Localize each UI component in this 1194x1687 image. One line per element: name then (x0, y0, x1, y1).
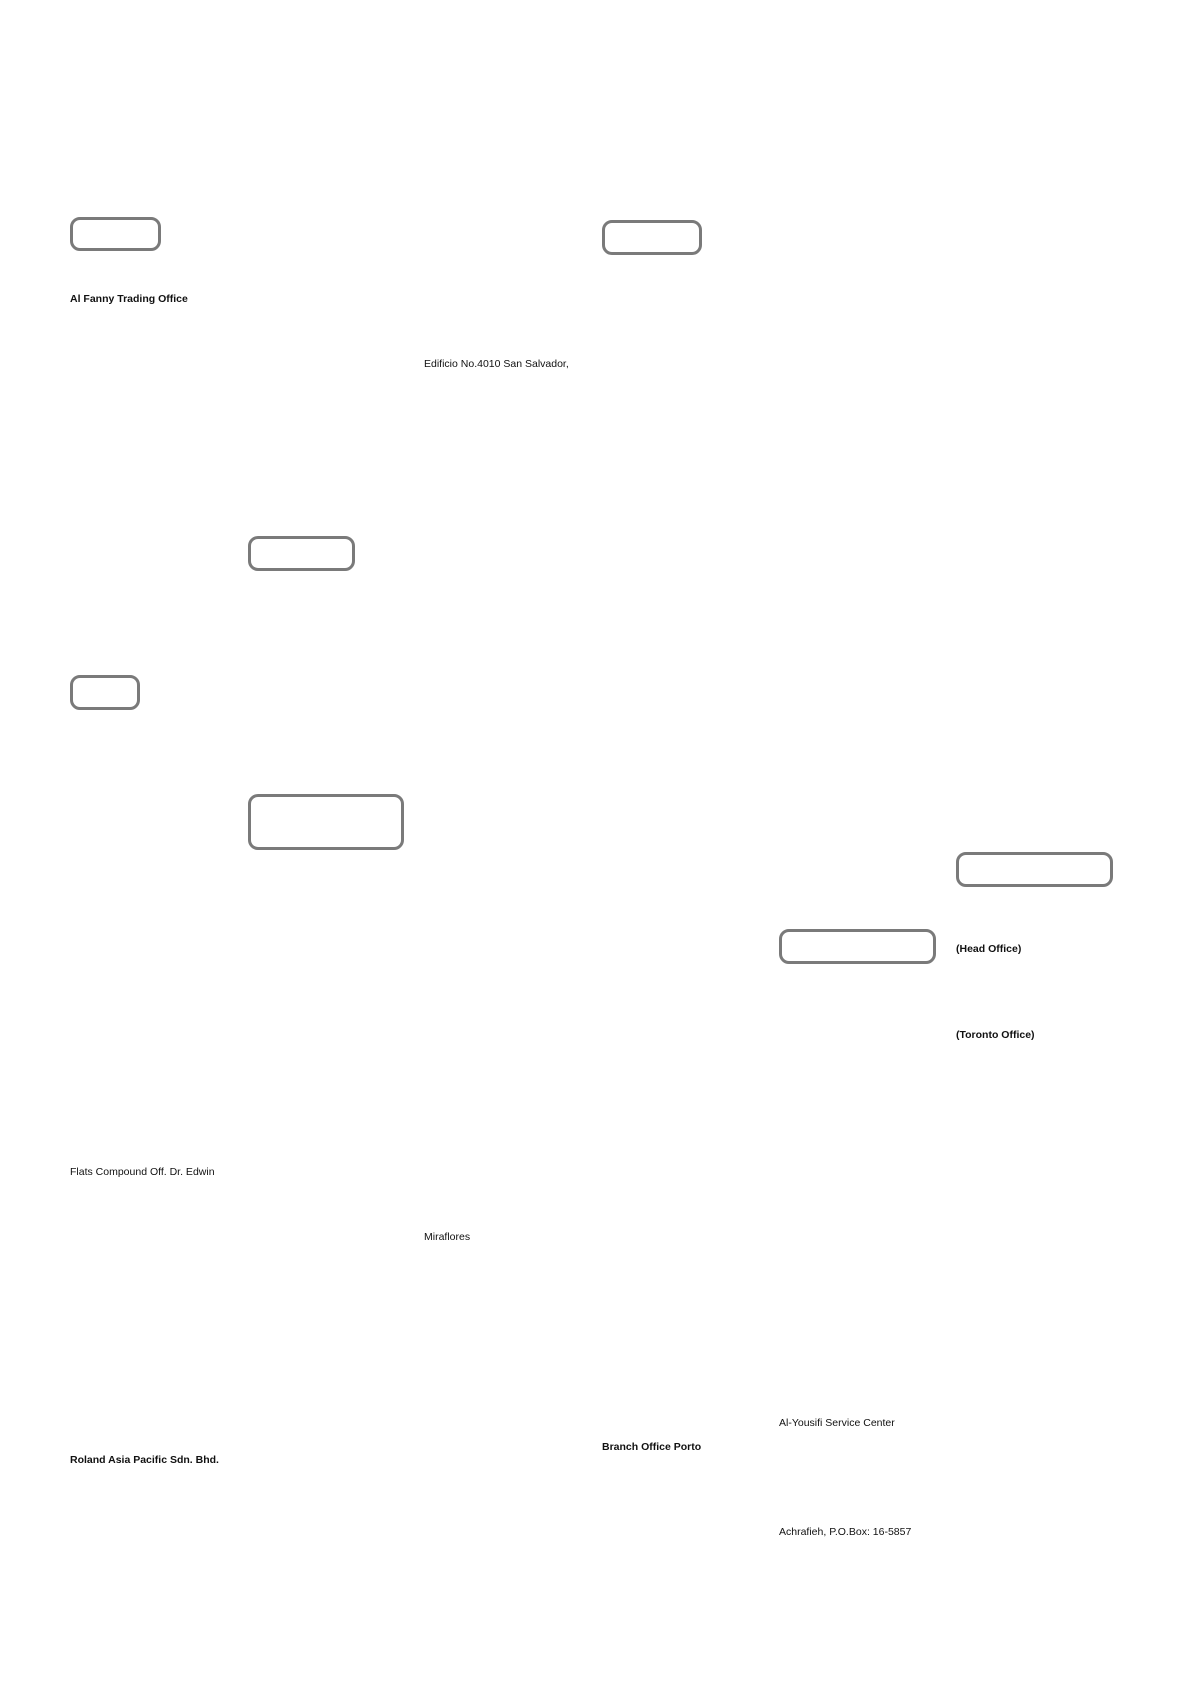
distributor-name-al-fanny: Al Fanny Trading Office (70, 293, 188, 305)
distributor-name-roland-asia: Roland Asia Pacific Sdn. Bhd. (70, 1454, 219, 1466)
region-label-box-6 (956, 852, 1113, 887)
address-line-miraflores: Miraflores (424, 1231, 471, 1243)
region-label-box-4 (70, 675, 140, 710)
region-label-box-3 (248, 536, 355, 571)
region-label-box-5 (248, 794, 404, 850)
office-label-head: (Head Office) (956, 943, 1022, 955)
address-line-edificio: Edificio No.4010 San Salvador, (424, 358, 569, 370)
address-line-achrafieh: Achrafieh, P.O.Box: 16-5857 (779, 1526, 912, 1538)
distributor-name-branch-porto: Branch Office Porto (602, 1441, 702, 1453)
region-label-box-7 (779, 929, 936, 964)
address-line-flats-compound: Flats Compound Off. Dr. Edwin (70, 1166, 215, 1178)
distributor-name-al-yousifi: Al-Yousifi Service Center (779, 1417, 895, 1429)
region-label-box-2 (602, 220, 702, 255)
region-label-box-1 (70, 217, 161, 251)
office-label-toronto: (Toronto Office) (956, 1029, 1035, 1041)
